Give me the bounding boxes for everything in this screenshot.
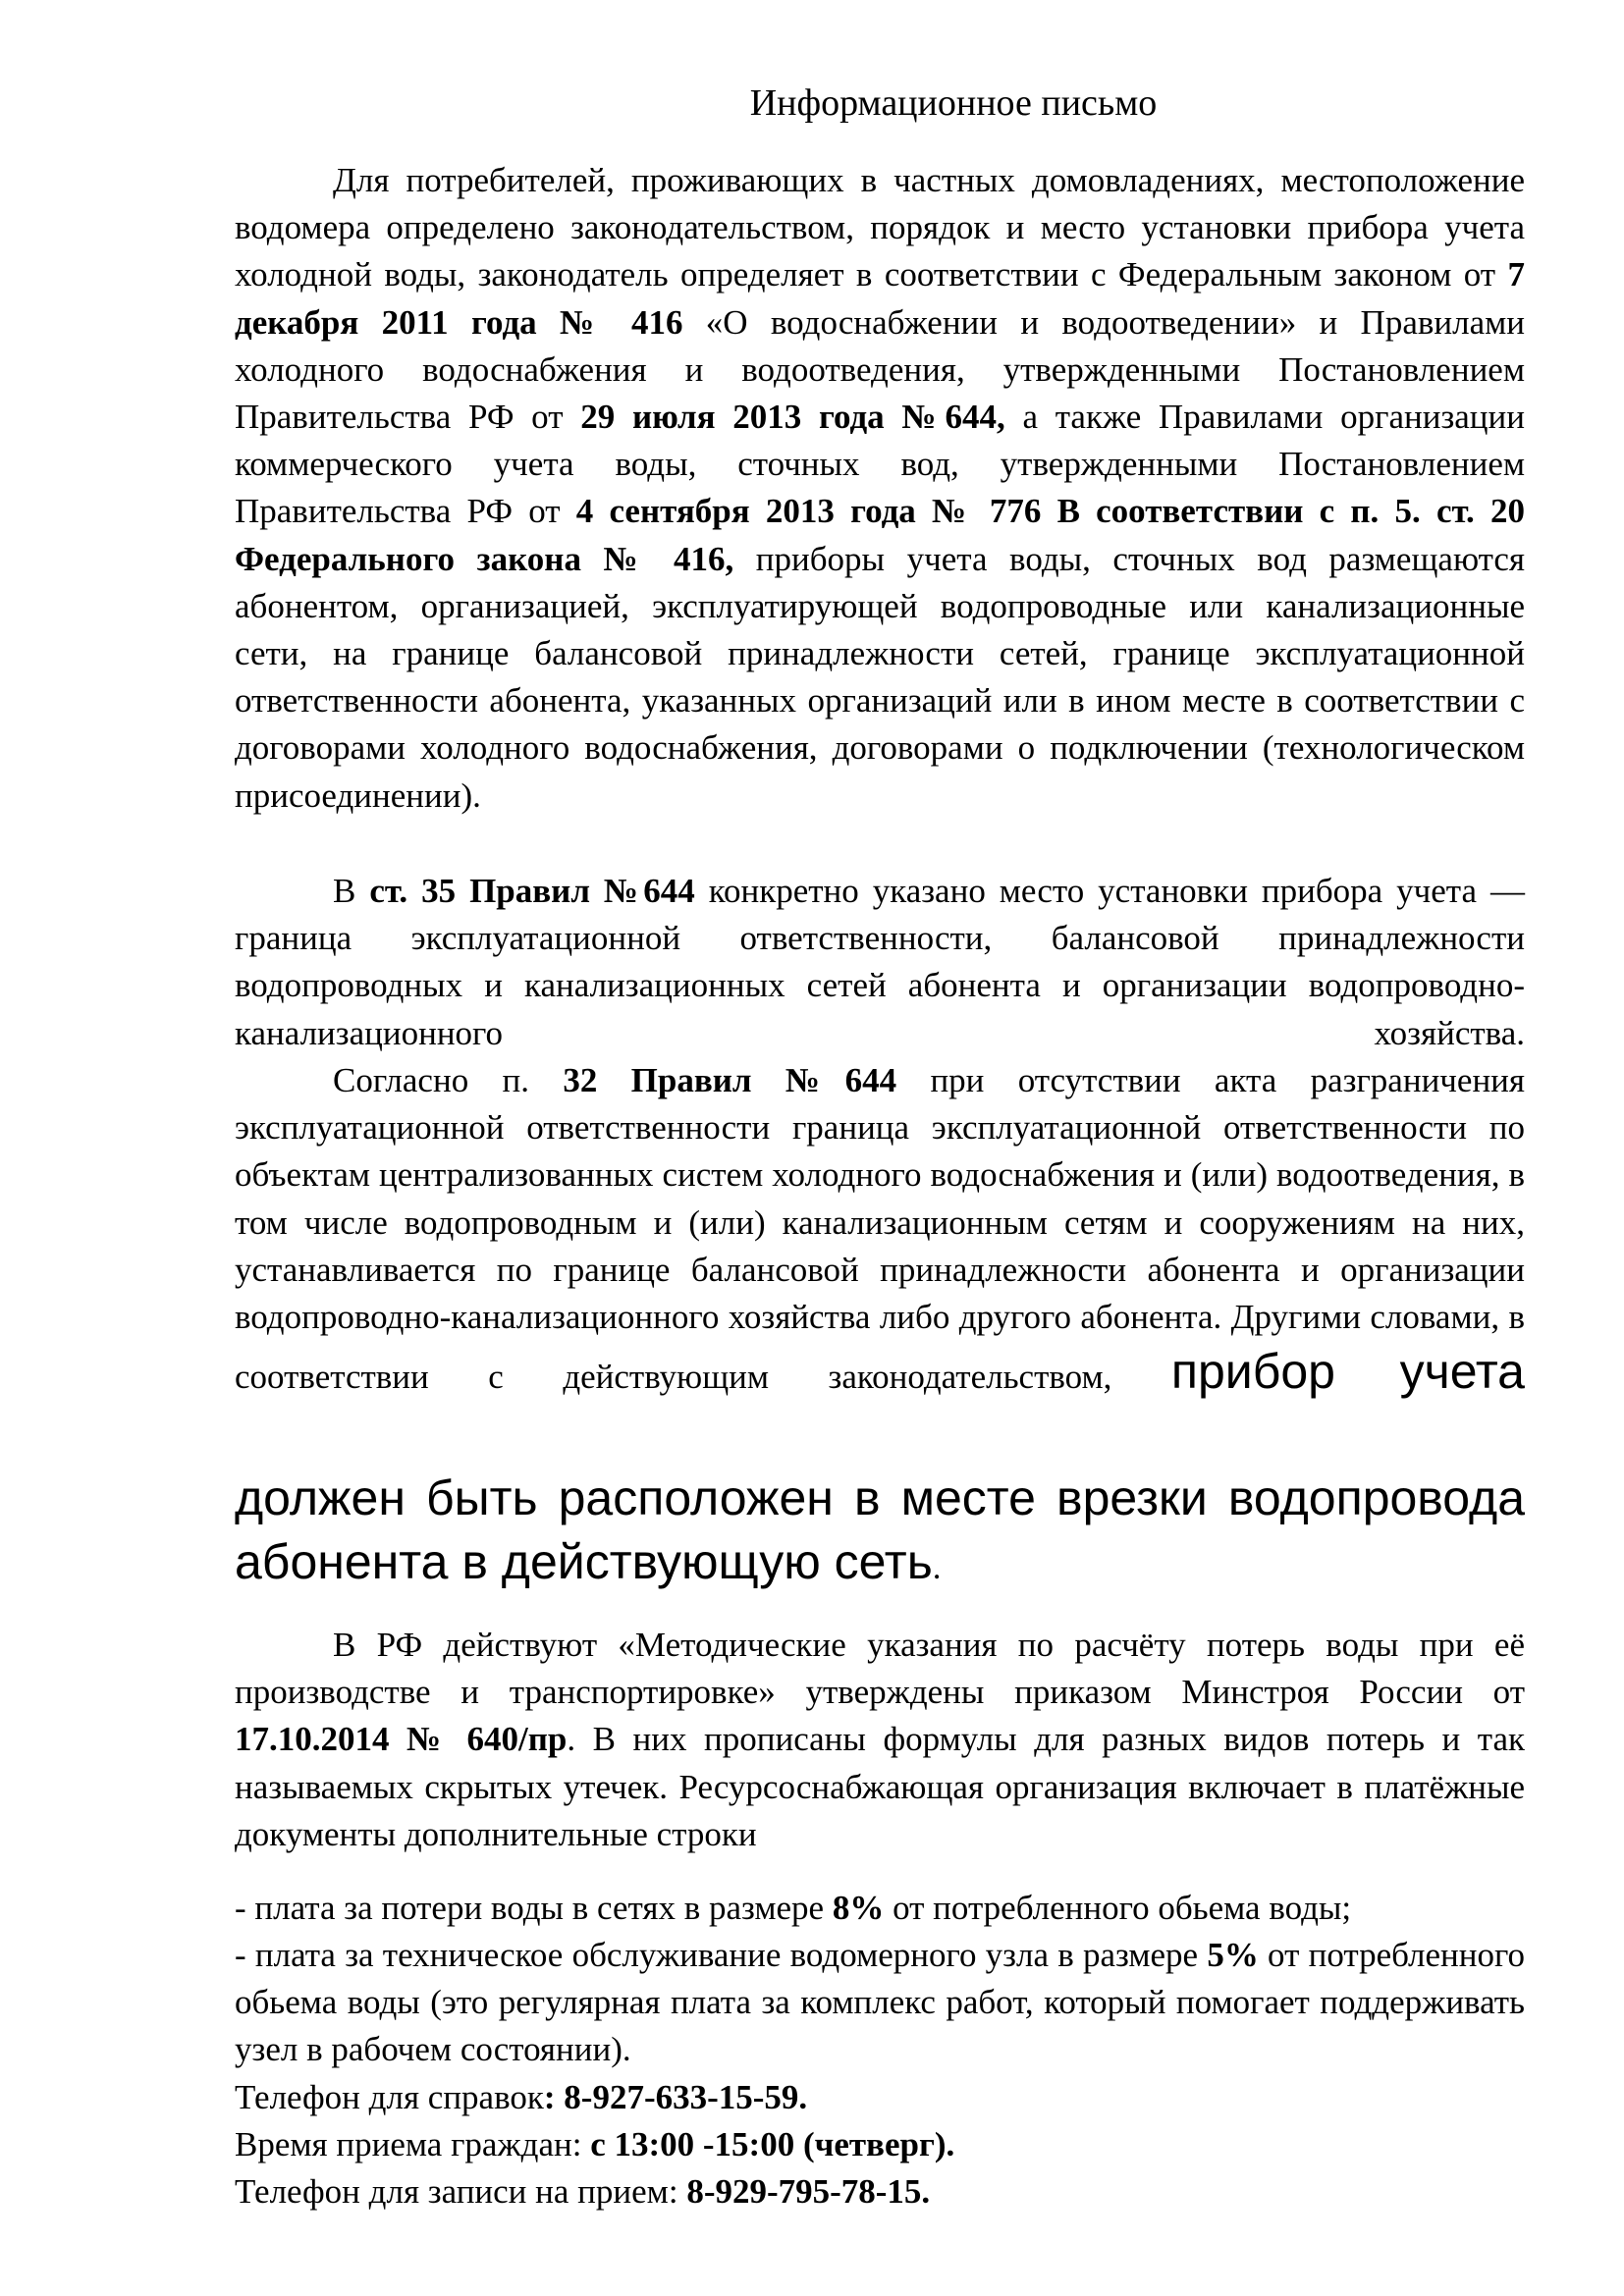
contact-value: с 13:00 -15:00 (четверг). bbox=[590, 2125, 955, 2163]
p3-bold-rule-32: 32 Правил №644 bbox=[563, 1061, 897, 1099]
p4-bold-order-640: 17.10.2014 № 640/пр bbox=[235, 1720, 568, 1759]
paragraph-4 bbox=[235, 1622, 1525, 1858]
p1-text-4: приборы учета воды, сточных вод размещаются абонентом, организацией, эксплуатирующей водопроводные или канализационные сети, на границе балансовой принадлежности сетей, границе эксплуатационной ответственности абонента, указанных организаций или в ином месте в соответствии с договорами холодного водоснабжения, договорами о подключении (технологическом присоединении). bbox=[235, 539, 1525, 815]
contact-reception-time bbox=[235, 2121, 1525, 2168]
p3-text-2: при отсутствии акта разграничения эксплуатационной ответственности граница эксплуатационной ответственности по объектам централизованных систем холодного водоснабжения и (или) водоотведения, в том числе водопроводным и (или) канализационным сетям и сооружениям на них, устанавливается по границе балансовой принадлежности абонента и организации водопроводно-канализационного хозяйства либо другого абонента. Другими словами, в соответствии с действующим законодательством, bbox=[235, 1061, 1526, 1397]
p3-text-1: Согласно п. bbox=[333, 1061, 564, 1099]
contact-label: Время приема граждан: bbox=[235, 2125, 591, 2163]
paragraph-2 bbox=[235, 868, 1525, 1057]
p1-bold-776: 4 сентября 2013 года № 776 В соответствии с п. 5. ст. 20 Федерального закона № 416, bbox=[235, 492, 1525, 578]
p1-bold-law-416: 7 декабря 2011 года № 416 bbox=[235, 255, 1525, 342]
p4-text-2: . В них прописаны формулы для разных видов потерь и так называемых скрытых утечек. Ресурсоснабжающая организация включает в платёжные документы дополнительные строки bbox=[235, 1720, 1525, 1853]
p3-big-text-2: должен быть расположен в месте врезки водопровода bbox=[235, 1470, 1525, 1525]
document-page bbox=[235, 0, 1525, 2296]
p2-bold-rule-35: ст. 35 Правил №644 bbox=[369, 872, 695, 910]
contact-value: 8-929-795-78-15. bbox=[686, 2172, 931, 2211]
item-bold-percent-5: 5% bbox=[1207, 1936, 1259, 1974]
contact-appointment-phone bbox=[235, 2168, 1525, 2216]
p3-big-line-3 bbox=[235, 1531, 1525, 1598]
contact-value: : 8-927-633-15-59. bbox=[543, 2078, 808, 2116]
paragraph-3 bbox=[235, 1057, 1525, 1402]
p3-big-text-3: абонента в действующую сеть bbox=[235, 1534, 933, 1589]
contact-label: Телефон для записи на прием: bbox=[235, 2172, 687, 2211]
p4-text-1: В РФ действуют «Методические указания по расчёту потерь воды при её производстве и транспортировке» утверждены приказом Минстроя России от bbox=[235, 1626, 1525, 1712]
p1-text-2: «О водоснабжении и водоотведении» и Правилами холодного водоснабжения и водоотведения, утвержденными Постановлением Правительства РФ от bbox=[235, 302, 1525, 437]
p3-big-line-2 bbox=[235, 1468, 1525, 1528]
document-title: Информационное письмо bbox=[749, 82, 1158, 124]
paragraph-1 bbox=[235, 157, 1525, 820]
p1-bold-date-644: 29 июля 2013 года №644, bbox=[580, 398, 1005, 437]
p3-end-period: . bbox=[932, 1548, 942, 1586]
contact-label: Телефон для справок bbox=[235, 2078, 544, 2116]
contact-phone-info bbox=[235, 2074, 1525, 2121]
p2-text-1: В bbox=[333, 872, 370, 910]
item-bold-percent-8: 8% bbox=[832, 1889, 885, 1927]
p2-text-2: конкретно указано место установки прибора учета — граница эксплуатационной ответственности, балансовой принадлежности водопроводных и канализационных сетей абонента и организации водопроводно-канализационного хозяйства. bbox=[235, 872, 1525, 1052]
list-item: - плата за техническое обслуживание водомерного узла в размере 5% от потребленного обьема воды (это регулярная плата за комплекс работ, который помогает поддерживать узел в рабочем состоянии). bbox=[235, 1936, 1526, 2069]
p1-text-3: а также Правилами организации коммерческого учета воды, сточных вод, утвержденными Постановлением Правительства РФ от bbox=[235, 398, 1525, 531]
p1-text-1: Для потребителей, проживающих в частных домовладениях, местоположение водомера определено законодательством, порядок и место установки прибора учета холодной воды, законодатель определяет в соответствии с Федеральным законом от bbox=[235, 161, 1525, 294]
list-item: - плата за потери воды в сетях в размере 8% от потребленного обьема воды; bbox=[235, 1889, 1352, 1927]
p3-big-text-1: прибор учета bbox=[1170, 1344, 1525, 1400]
